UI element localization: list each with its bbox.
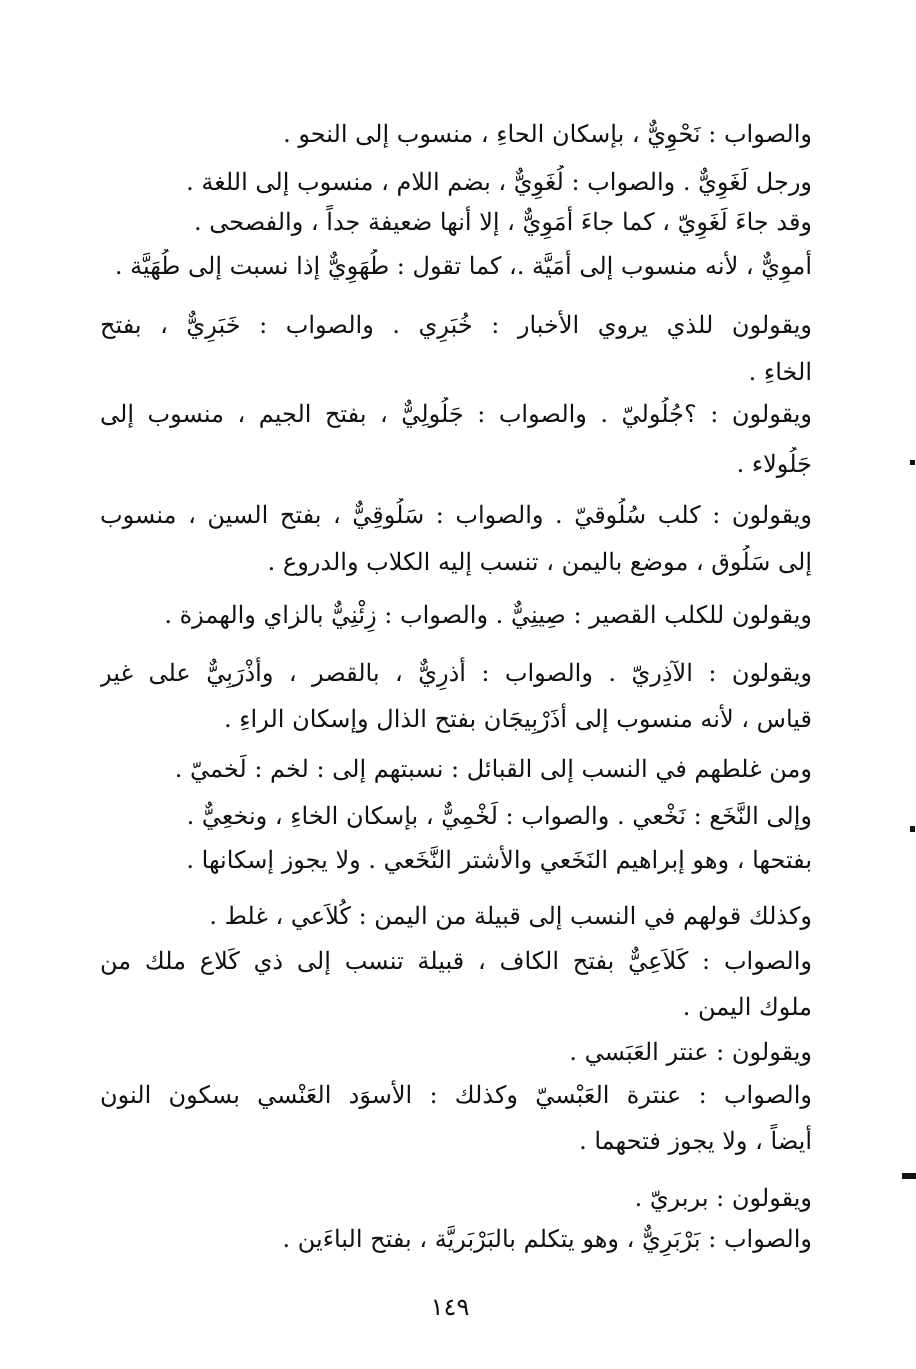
text-line-12: ويقولون : الآذِريّ . والصواب : أَذرِيٌّ ، بالقصر ، وأَذْرَبِيٌّ على غير [100,659,812,687]
text-line-5: ويقولون للذي يروي الأخبار : خُبَرِي . والصواب : خَبَرِيٌّ ، بفتح [100,311,812,339]
margin-mark [910,826,915,832]
text-line-21: والصواب : عنترة العَبْسيّ وكذلك : الأسوَد العَنْسي بسكون النون [100,1081,812,1109]
text-line-9: ويقولون : كلب سُلُوقيّ . والصواب : سَلُوقِيٌّ ، بفتح السين ، منسوب [100,501,812,529]
text-line-24: والصواب : بَرْبَرِيٌّ ، وهو يتكلم بالبَرْبَريَّة ، بفتح الباءَين . [282,1225,812,1253]
text-line-15: وإلى النَّخَع : نَخْعي . والصواب : لَخْمِيٌّ ، بإسكان الخاءِ ، ونخعِيٌّ . [186,802,812,830]
text-line-3: وقد جاءَ لَغَوِيّ ، كما جاءَ أَمَوِيٌّ ، إلا أنها ضعيفة جداً ، والفصحى . [194,208,812,236]
text-line-10: إلى سَلُوق ، موضع باليمن ، تنسب إليه الكلاب والدروع . [267,548,812,576]
text-line-13: قياس ، لأنه منسوب إلى أَذَرْبِيجَان بفتح الذال وإسكان الراءِ . [224,705,812,733]
margin-mark [902,1173,916,1179]
text-line-11: ويقولون للكلب القصير : صِينِيٌّ . والصواب : زِئْنِيٌّ بالزاي والهمزة . [164,601,812,629]
text-line-7: ويقولون : ؟جُلُوليّ . والصواب : جَلُولِيٌّ ، بفتح الجيم ، منسوب إلى [100,400,812,428]
text-line-17: وكذلك قولهم في النسب إلى قبيلة من اليمن : كُلاَعي ، غلط . [209,902,812,930]
text-line-8: جَلُولاء . [736,450,812,478]
text-line-22: أيضاً ، ولا يجوز فتحهما . [579,1127,812,1155]
page-number: ١٤٩ [430,1293,470,1321]
text-line-23: ويقولون : بربريّ . [634,1184,812,1212]
text-line-14: ومن غلطهم في النسب إلى القبائل : نسبتهم إلى : لخم : لَخميّ . [174,755,812,783]
text-line-6: الخاءِ . [748,358,812,386]
margin-mark [910,460,915,465]
text-line-16: بفتحها ، وهو إبراهيم النَخَعي والأشتر النَّخَعي . ولا يجوز إسكانها . [186,846,812,874]
text-line-1: والصواب : نَحْوِيٌّ ، بإسكان الحاءِ ، منسوب إلى النحو . [283,120,812,148]
text-line-19: ملوك اليمن . [682,993,812,1021]
text-line-20: ويقولون : عنتر العَبَسي . [569,1038,812,1066]
text-line-2: ورجل لَغَوِيٌّ . والصواب : لُغَوِيٌّ ، بضم اللام ، منسوب إلى اللغة . [186,168,812,196]
text-line-18: والصواب : كَلاَعِيٌّ بفتح الكاف ، قبيلة تنسب إلى ذي كَلاع ملك من [100,947,812,975]
text-line-4: أُموِيٌّ ، لأنه منسوب إلى أُمَيَّة .، كما تقول : طُهَوِيٌّ إذا نسبت إلى طُهَيَّة . [114,252,812,280]
